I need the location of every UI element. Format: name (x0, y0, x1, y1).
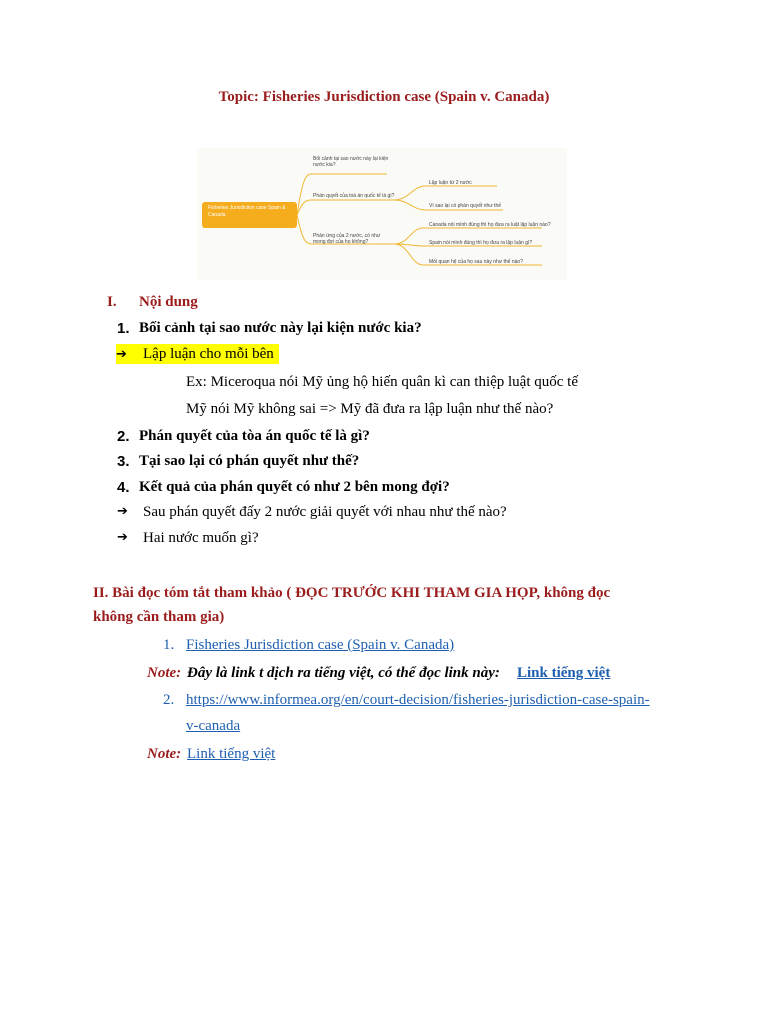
section-2-heading-line-1: II. Bài đọc tóm tắt tham khảo ( ĐỌC TRƯỚC KHI THAM GIA HỌP, không đọc (93, 585, 611, 601)
question-2: Phán quyết của tòa án quốc tế là gì? (139, 428, 370, 444)
question-1-number: 1. (117, 320, 130, 337)
section-1-heading: Nội dung (139, 294, 198, 310)
section-2-heading-line-2: không cần tham gia) (93, 609, 225, 625)
mindmap-node-arguments: Lập luận từ 2 nước (429, 180, 472, 186)
vietnamese-link-1[interactable]: Link tiếng việt (517, 665, 611, 681)
question-1: Bối cảnh tại sao nước này lại kiện nước kia? (139, 320, 422, 336)
question-3: Tại sao lại có phán quyết như thế? (139, 453, 360, 469)
mindmap-node-context: Bối cảnh tại sao nước này lại kiện nước kia? (313, 156, 389, 168)
note-1-text: Đây là link t dịch ra tiếng việt, có thể đọc link này: (187, 665, 500, 681)
reading-item-1-number: 1. (163, 637, 175, 653)
mindmap-node-reason: Vì sao lại có phán quyết như thế (429, 203, 502, 209)
sub-point-2: Hai nước muốn gì? (143, 530, 259, 546)
mindmap-node-reaction: Phản ứng của 2 nước, có như mong đợi của họ không? (313, 233, 381, 245)
reading-link-2-line-2[interactable]: v-canada (186, 718, 241, 734)
sub-point-1: Sau phán quyết đấy 2 nước giải quyết với nhau như thế nào? (143, 504, 507, 520)
mindmap-node-ruling: Phán quyết của toà án quốc tế là gì? (313, 193, 395, 199)
arrow-icon: ➔ (117, 504, 128, 519)
section-1-numeral: I. (107, 294, 117, 310)
highlighted-text: Lập luận cho mỗi bên (143, 346, 274, 362)
document-title: Topic: Fisheries Jurisdiction case (Spain v. Canada) (218, 89, 550, 105)
question-4: Kết quả của phán quyết có như 2 bên mong đợi? (139, 479, 450, 495)
reading-link-2-line-1[interactable]: https://www.informea.org/en/court-decision/fisheries-jurisdiction-case-spain- (186, 692, 650, 708)
vietnamese-link-2[interactable]: Link tiếng việt (187, 746, 276, 762)
reading-link-1[interactable]: Fisheries Jurisdiction case (Spain v. Canada) (186, 637, 455, 653)
note-1-label: Note: (147, 665, 182, 681)
arrow-icon: ➔ (117, 530, 128, 545)
question-2-number: 2. (117, 428, 130, 445)
arrow-icon: ➔ (116, 347, 127, 362)
mindmap-node-relationship: Mối quan hệ của họ sau này như thế nào? (429, 259, 523, 265)
mindmap-node-canada: Canada nói mình đúng thì họ đưa ra luật lập luận nào? (429, 222, 551, 228)
example-line-1: Ex: Miceroqua nói Mỹ ủng hộ hiến quân kì can thiệp luật quốc tế (186, 374, 578, 390)
note-2-label: Note: (147, 746, 182, 762)
mindmap-node-spain: Spain nói mình đúng thì họ đưa ra lập luận gì? (429, 240, 533, 246)
question-3-number: 3. (117, 453, 130, 470)
highlighted-line (116, 344, 279, 364)
reading-item-2-number: 2. (163, 692, 175, 708)
example-line-2: Mỹ nói Mỹ không sai => Mỹ đã đưa ra lập luận như thế nào? (186, 401, 554, 417)
mindmap-root-node: Fisheries Jurisdiction case Spain & Canada (202, 202, 297, 228)
mindmap-image (197, 148, 567, 280)
question-4-number: 4. (117, 479, 130, 496)
